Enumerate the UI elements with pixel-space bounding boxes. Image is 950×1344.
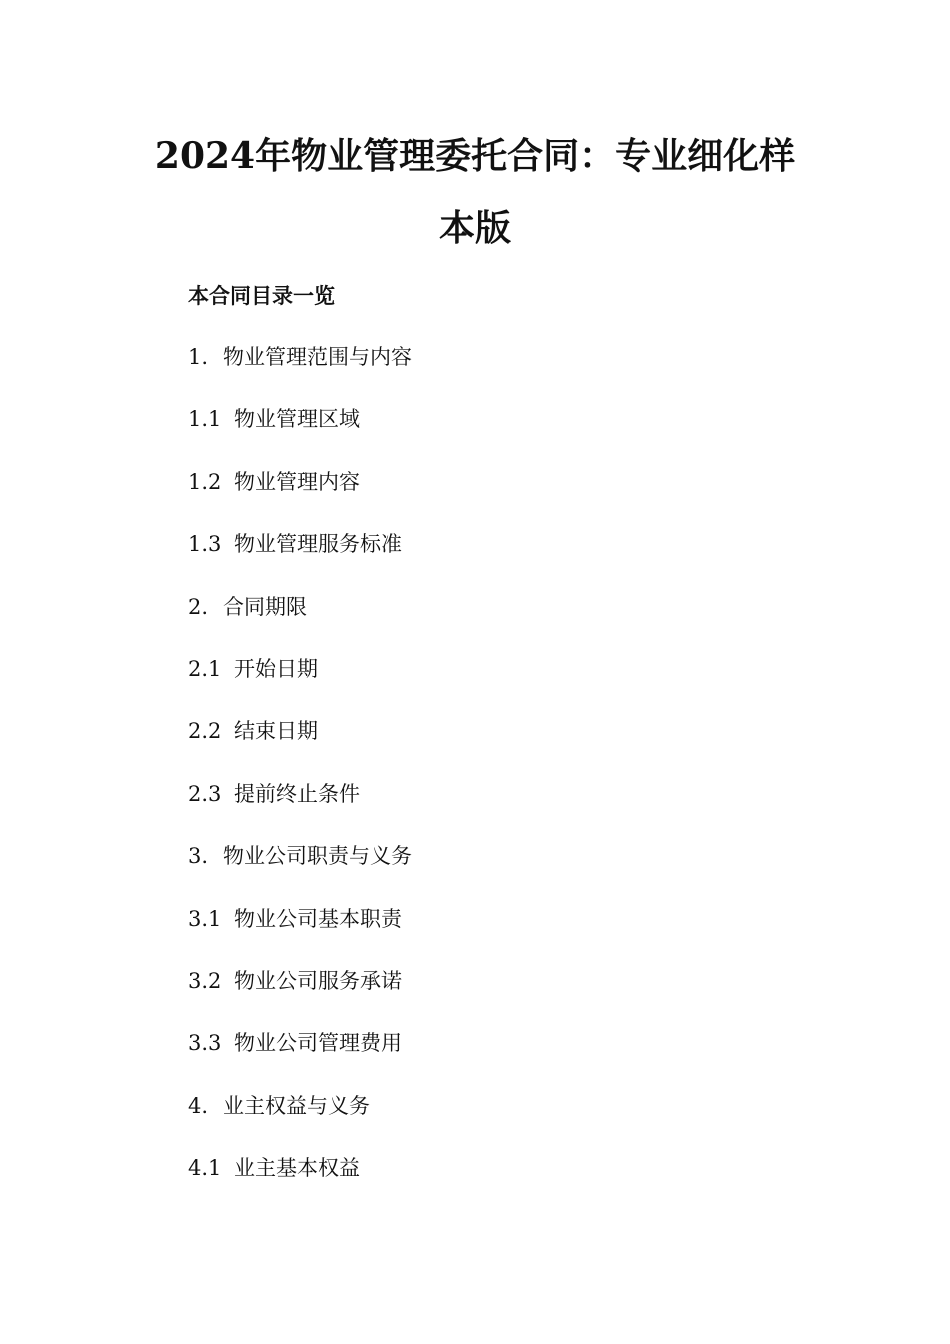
- toc-item-text: 物业公司服务承诺: [234, 968, 402, 993]
- toc-item: [188, 840, 412, 902]
- toc-item: [188, 528, 412, 590]
- toc-item-text: 物业管理服务标准: [234, 532, 402, 557]
- toc-item-text: 物业管理区域: [234, 407, 360, 432]
- toc-item-text: 物业公司职责与义务: [223, 844, 412, 869]
- toc-item-number: 3.2: [188, 968, 222, 993]
- toc-item-text: 业主权益与义务: [223, 1093, 370, 1118]
- toc-item-number: 3.3: [188, 1031, 222, 1056]
- toc-item: [188, 715, 412, 777]
- toc-item-number: 2.: [188, 594, 209, 619]
- toc-item-text: 结束日期: [234, 719, 318, 744]
- toc-item-number: 1.1: [188, 407, 222, 432]
- toc-item: [188, 965, 412, 1027]
- toc-item-number: 4.1: [188, 1156, 222, 1181]
- toc-item-text: 物业公司基本职责: [234, 906, 402, 931]
- toc-item-number: 2.3: [188, 781, 222, 806]
- toc-item: [188, 1027, 412, 1089]
- toc-heading: 本合同目录一览: [188, 283, 335, 308]
- toc-item-number: 1.2: [188, 469, 222, 494]
- toc-item-number: 4.: [188, 1093, 209, 1118]
- toc-item: [188, 653, 412, 715]
- toc-item-number: 3.: [188, 844, 209, 869]
- toc-item-text: 开始日期: [234, 656, 318, 681]
- toc-item: [188, 778, 412, 840]
- toc-item-text: 合同期限: [223, 594, 307, 619]
- toc-item-text: 业主基本权益: [234, 1156, 360, 1181]
- toc-item: [188, 903, 412, 965]
- toc-item: [188, 466, 412, 528]
- toc-item: [188, 341, 412, 403]
- toc-item-number: 2.2: [188, 719, 222, 744]
- document-title: 2024年物业管理委托合同：专业细化样本版: [154, 135, 796, 249]
- table-of-contents: [188, 341, 412, 1214]
- toc-item-number: 1.: [188, 345, 209, 369]
- toc-item-text: 物业公司管理费用: [234, 1031, 402, 1056]
- toc-item: [188, 1090, 412, 1152]
- toc-item-number: 3.1: [188, 906, 222, 931]
- toc-item-number: 2.1: [188, 656, 222, 681]
- toc-item-number: 1.3: [188, 532, 222, 557]
- toc-item: [188, 591, 412, 653]
- toc-item-text: 物业管理内容: [234, 469, 360, 494]
- toc-item: [188, 403, 412, 465]
- toc-item: [188, 1152, 412, 1214]
- toc-item-text: 提前终止条件: [234, 781, 360, 806]
- toc-item-text: 物业管理范围与内容: [223, 345, 412, 369]
